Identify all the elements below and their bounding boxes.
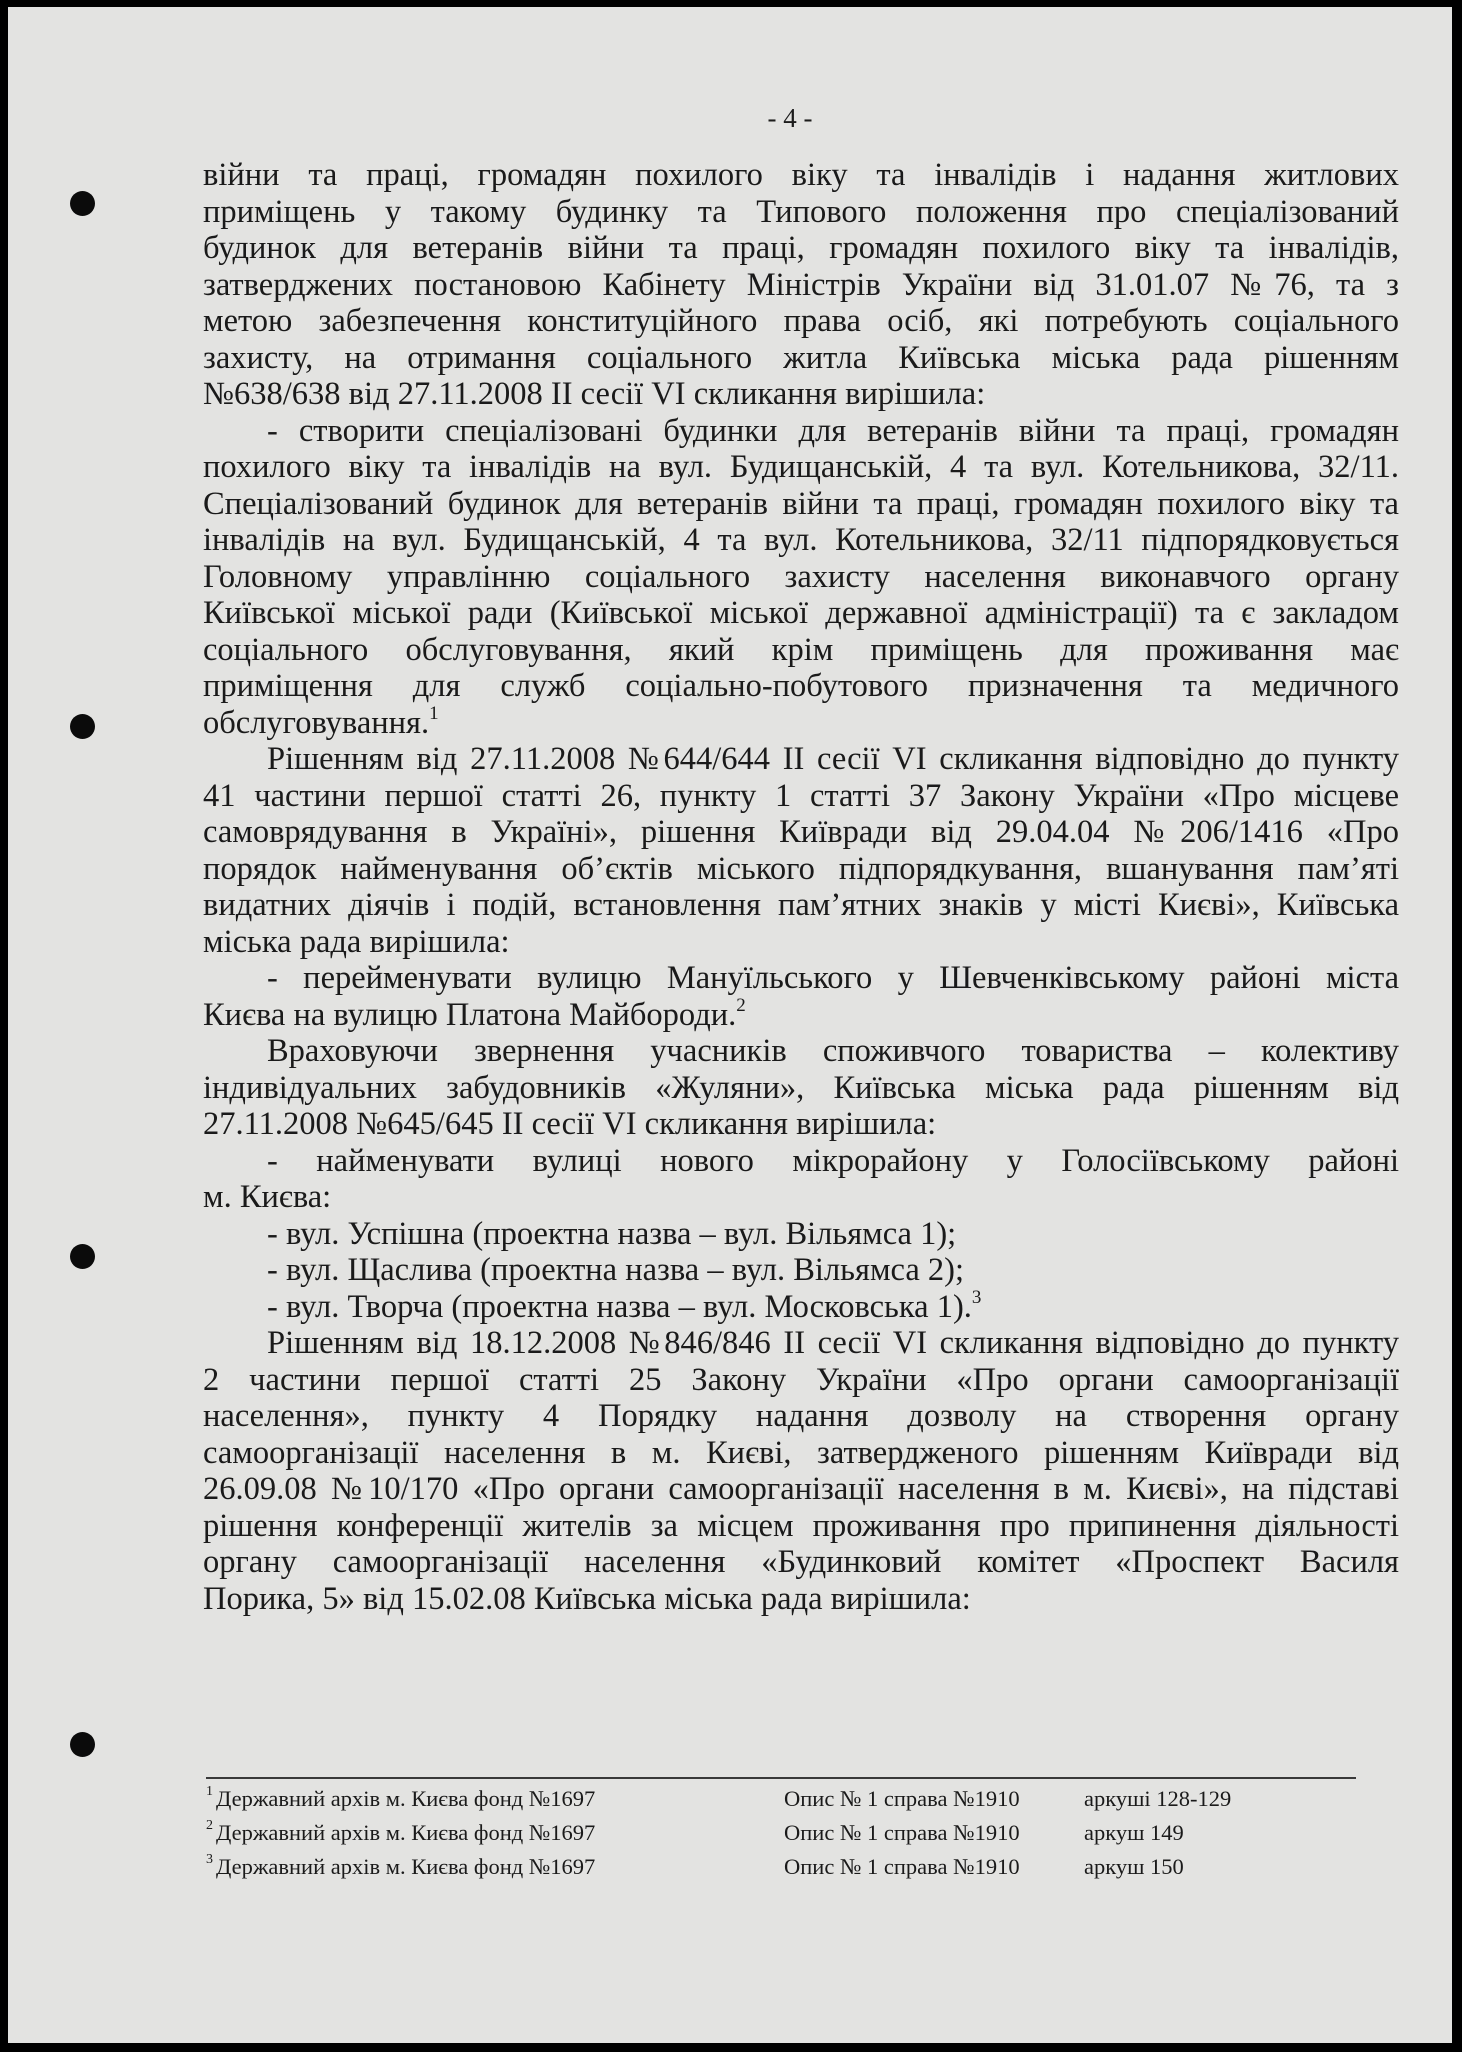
footnote-inventory: Опис № 1 справа №1910 — [784, 1786, 1020, 1811]
text-line — [203, 1216, 1399, 1253]
text-line: війни та праці, громадян похилого віку та інвалідів і надання житлових — [203, 157, 1399, 193]
footnote-ref-3[interactable]: 3 — [971, 1286, 982, 1308]
text-line: №638/638 від 27.11.2008 II сесії VI скликання вирішила: — [203, 376, 986, 412]
footnote-sheets: аркуш 149 — [1084, 1820, 1184, 1845]
text-line-content: - перейменувати вулицю Мануїльського у Шевченківському районі міста — [267, 960, 1399, 996]
text-line: порядок найменування об’єктів міського підпорядкування, вшанування пам’яті — [203, 850, 1399, 887]
footnote-sheets: аркуші 128-129 — [1084, 1786, 1232, 1811]
footnote-source: Державний архів м. Києва фонд №1697 — [216, 1786, 596, 1811]
text-line: індивідуальних забудовників «Жуляни», Київська міська рада рішенням від — [203, 1069, 1399, 1106]
text-line: м. Києва: — [203, 1179, 332, 1215]
text-line — [203, 960, 1399, 997]
footnote-2 — [206, 1816, 1356, 1850]
text-line — [203, 1286, 1399, 1326]
text-line: рішення конференції жителів за місцем проживання про припинення діяльності — [203, 1507, 1399, 1544]
footnote-number: 1 — [206, 1784, 213, 1799]
paragraph-3 — [203, 741, 1399, 960]
text-line: Порика, 5» від 15.02.08 Київська міська рада вирішила: — [203, 1580, 971, 1617]
text-line-content: - створити спеціалізовані будинки для ветеранів війни та праці, громадян — [267, 412, 1399, 449]
text-line: населення», пункту 4 Порядку надання дозволу на створення органу — [203, 1398, 1399, 1434]
text-line — [203, 1033, 1399, 1070]
footnote-ref-2[interactable]: 2 — [736, 994, 746, 1016]
text-line: інвалідів на вул. Будищанській, 4 та вул. Котельникова, 32/11 підпорядковується — [203, 522, 1399, 558]
text-line-content: - вул. Щаслива (проектна назва – вул. Вільямса 2); — [267, 1252, 964, 1288]
text-line — [203, 1252, 1399, 1289]
paragraph-9 — [203, 1286, 1399, 1326]
page-number: - 4 - — [767, 103, 813, 133]
text-line: приміщення для служб соціально-побутового призначення та медичного — [203, 668, 1399, 704]
text-line: Спеціалізований будинок для ветеранів війни та праці, громадян похилого віку та — [203, 485, 1399, 522]
document-body — [203, 157, 1399, 1617]
paragraph-2 — [203, 413, 1399, 742]
footnote-number: 2 — [206, 1818, 213, 1833]
footnote-inventory: Опис № 1 справа №1910 — [784, 1820, 1020, 1845]
paragraph-7 — [203, 1216, 1399, 1253]
text-line: будинок для ветеранів війни та праці, громадян похилого віку та інвалідів, — [203, 230, 1399, 266]
text-line-content: Києва на вулицю Платона Майбороди. — [203, 996, 737, 1033]
text-line — [203, 1143, 1399, 1180]
paragraph-4 — [203, 960, 1399, 1033]
text-line: Київської міської ради (Київської міської державної адміністрації) та є закладом — [203, 595, 1399, 631]
punch-hole-4 — [70, 1732, 95, 1757]
text-line-content: обслуговування. — [203, 704, 430, 741]
footnote-source: Державний архів м. Києва фонд №1697 — [216, 1854, 596, 1879]
text-line — [203, 702, 1399, 742]
text-line: самоорганізації населення в м. Києві, затвердженого рішенням Київради від — [203, 1434, 1399, 1471]
paragraph-8 — [203, 1252, 1399, 1289]
text-line: затверджених постановою Кабінету Міністрів України від 31.01.07 №76, та з — [203, 266, 1399, 303]
punch-hole-2 — [70, 714, 95, 739]
text-line: захисту, на отримання соціального житла Київська міська рада рішенням — [203, 339, 1399, 376]
punch-hole-3 — [70, 1244, 95, 1269]
paragraph-1 — [203, 157, 1399, 413]
text-line: 2 частини першої статті 25 Закону України «Про органи самоорганізації — [203, 1361, 1399, 1398]
paragraph-6 — [203, 1143, 1399, 1216]
text-line-content: - вул. Успішна (проектна назва – вул. Вільямса 1); — [267, 1215, 957, 1252]
text-line-content: Рішенням від 18.12.2008 №846/846 II сесії VI скликання відповідно до пункту — [267, 1325, 1399, 1361]
footnote-inventory: Опис № 1 справа №1910 — [784, 1854, 1020, 1879]
footnote-3 — [206, 1850, 1356, 1884]
text-line — [203, 994, 1399, 1034]
text-line: 41 частини першої статті 26, пункту 1 статті 37 Закону України «Про місцеве — [203, 777, 1399, 814]
footnote-sheets: аркуш 150 — [1084, 1854, 1184, 1879]
text-line-content: Рішенням від 27.11.2008 №644/644 II сесії VI скликання відповідно до пункту — [267, 741, 1399, 777]
text-line — [203, 413, 1399, 450]
punch-hole-1 — [70, 191, 95, 216]
text-line: 27.11.2008 №645/645 II сесії VI скликання вирішила: — [203, 1106, 937, 1142]
footnote-number: 3 — [206, 1852, 213, 1867]
text-line: соціального обслуговування, який крім приміщень для проживання має — [203, 631, 1399, 668]
text-line-content: - вул. Творча (проектна назва – вул. Московська 1). — [267, 1288, 972, 1325]
footnote-separator — [206, 1777, 1356, 1779]
paragraph-5 — [203, 1033, 1399, 1143]
text-line-content: Враховуючи звернення учасників споживчого товариства – колективу — [267, 1033, 1399, 1069]
text-line: самоврядування в Україні», рішення Київради від 29.04.04 №206/1416 «Про — [203, 814, 1399, 850]
text-line — [203, 1325, 1399, 1362]
text-line: 26.09.08 №10/170 «Про органи самоорганізації населення в м. Києві», на підставі — [203, 1471, 1399, 1507]
footnotes — [206, 1782, 1356, 1884]
document-page — [8, 7, 1452, 2043]
text-line: видатних діячів і подій, встановлення пам’ятних знаків у місті Києві», Київська — [203, 887, 1399, 923]
paragraph-10 — [203, 1325, 1399, 1617]
footnote-1 — [206, 1782, 1356, 1816]
text-line — [203, 741, 1399, 778]
text-line: похилого віку та інвалідів на вул. Будищанській, 4 та вул. Котельникова, 32/11. — [203, 449, 1399, 485]
text-line: органу самоорганізації населення «Будинковий комітет «Проспект Василя — [203, 1544, 1399, 1580]
text-line-content: - найменувати вулиці нового мікрорайону у Голосіївському районі — [267, 1142, 1399, 1179]
text-line: приміщень у такому будинку та Типового положення про спеціалізований — [203, 193, 1399, 230]
text-line: метою забезпечення конституційного права осіб, які потребують соціального — [203, 303, 1399, 339]
footnote-ref-1[interactable]: 1 — [429, 702, 439, 724]
text-line: Головному управлінню соціального захисту населення виконавчого органу — [203, 558, 1399, 595]
footnote-source: Державний архів м. Києва фонд №1697 — [216, 1820, 596, 1845]
text-line: міська рада вирішила: — [203, 923, 510, 960]
